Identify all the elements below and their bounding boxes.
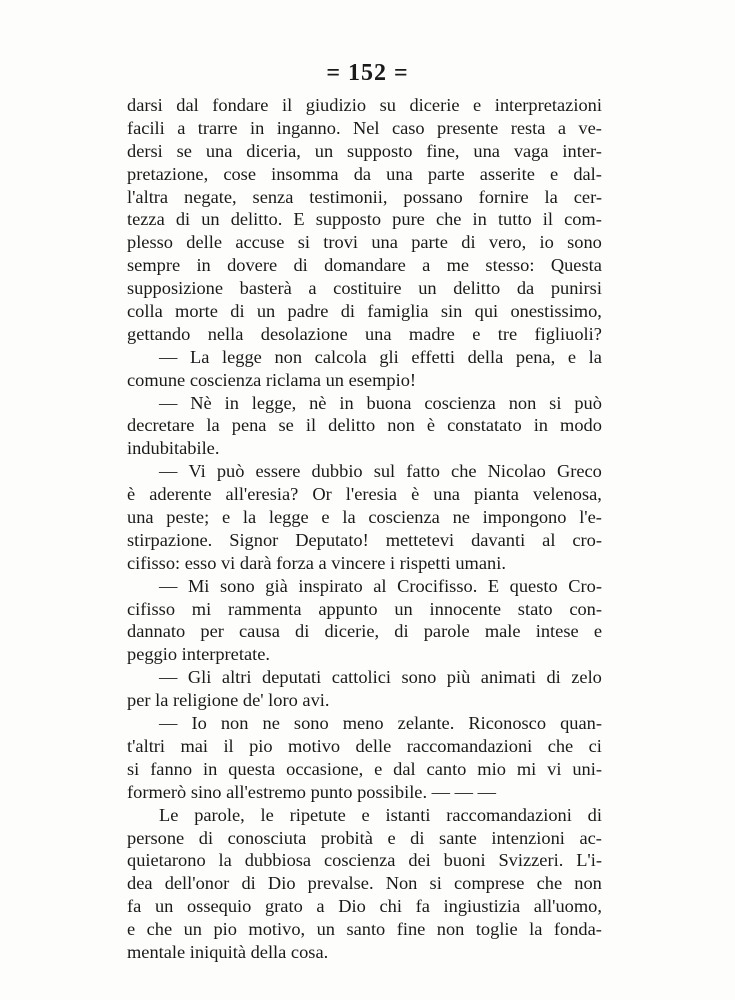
text-line: cifisso mi rammenta appunto un innocente stato con-: [127, 598, 602, 619]
text-line: e che un pio motivo, un santo fine non toglie la fonda-: [127, 919, 602, 940]
text-line: — Gli altri deputati cattolici sono più animati di zelo: [159, 667, 602, 688]
paragraph: [127, 804, 602, 964]
text-line: gettando nella desolazione una madre e tre figliuoli?: [127, 323, 602, 344]
text-line: sempre in dovere di domandare a me stesso: Questa: [127, 255, 602, 276]
text-line: formerò sino all'estremo punto possibile. — — —: [127, 781, 497, 802]
text-line: fa un ossequio grato a Dio chi fa ingiustizia all'uomo,: [127, 896, 602, 917]
text-line: dea dell'onor di Dio prevalse. Non si comprese che non: [127, 873, 602, 894]
paragraph: [127, 712, 602, 804]
text-line: — Mi sono già inspirato al Crocifisso. E questo Cro-: [159, 575, 602, 596]
text-line: Le parole, le ripetute e istanti raccomandazioni di: [159, 804, 602, 825]
text-line: si fanno in questa occasione, e dal canto mio mi vi uni-: [127, 758, 602, 779]
text-line: indubitabile.: [127, 438, 220, 459]
text-line: stirpazione. Signor Deputato! mettetevi davanti al cro-: [127, 529, 602, 550]
paragraph: [127, 392, 602, 461]
text-line: comune coscienza riclama un esempio!: [127, 369, 417, 390]
text-line: — Io non ne sono meno zelante. Riconosco quan-: [159, 713, 602, 734]
text-line: decretare la pena se il delitto non è constatato in modo: [127, 415, 602, 436]
text-line: pretazione, cose insomma da una parte asserite e dal-: [127, 163, 602, 184]
text-line: tezza di un delitto. E supposto pure che in tutto il com-: [127, 209, 602, 230]
text-line: mentale iniquità della cosa.: [127, 941, 329, 962]
text-line: facili a trarre in inganno. Nel caso presente resta a ve-: [127, 117, 602, 138]
text-line: t'altri mai il pio motivo delle raccomandazioni che ci: [127, 735, 602, 756]
text-line: quietarono la dubbiosa coscienza dei buoni Svizzeri. L'i-: [127, 850, 602, 871]
text-line: supposizione basterà a costituire un delitto da punirsi: [127, 278, 602, 299]
text-line: è aderente all'eresia? Or l'eresia è una pianta velenosa,: [127, 484, 602, 505]
paragraph: [127, 460, 602, 574]
page-number: = 152 =: [326, 60, 409, 86]
text-line: — La legge non calcola gli effetti della pena, e la: [159, 346, 602, 367]
paragraph: [127, 346, 602, 392]
text-line: una peste; e la legge e la coscienza ne impongono l'e-: [127, 507, 602, 528]
text-line: darsi dal fondare il giudizio su dicerie e interpretazioni: [127, 95, 602, 115]
text-line: l'altra negate, senza testimonii, possano fornire la cer-: [127, 186, 602, 207]
body-text: [127, 94, 602, 964]
text-line: peggio interpretate.: [127, 644, 270, 665]
text-line: plesso delle accuse si trovi una parte di vero, io sono: [127, 232, 602, 253]
text-line: persone di conosciuta probità e di sante intenzioni ac-: [127, 827, 602, 848]
text-line: — Nè in legge, nè in buona coscienza non si può: [159, 392, 602, 413]
text-line: per la religione de' loro avi.: [127, 690, 330, 711]
paragraph: [127, 94, 602, 346]
text-line: colla morte di un padre di famiglia sin qui onestissimo,: [127, 301, 602, 322]
text-line: dannato per causa di dicerie, di parole male intese e: [127, 621, 602, 642]
text-line: dersi se una diceria, un supposto fine, una vaga inter-: [127, 140, 602, 161]
paragraph: [127, 666, 602, 712]
text-line: — Vi può essere dubbio sul fatto che Nicolao Greco: [159, 461, 602, 482]
paragraph: [127, 575, 602, 667]
text-line: cifisso: esso vi darà forza a vincere i rispetti umani.: [127, 552, 506, 573]
